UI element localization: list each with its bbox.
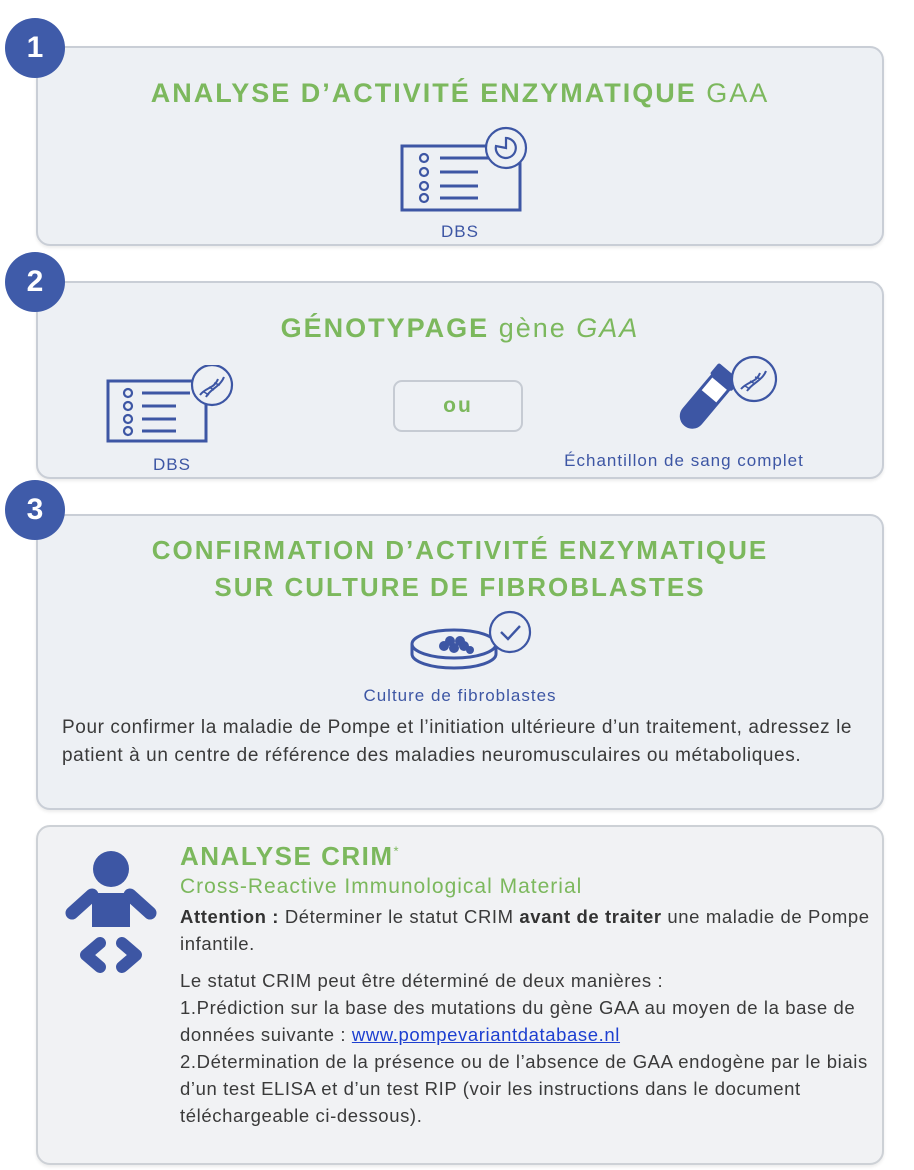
crim-subtitle: Cross-Reactive Immunological Material (180, 875, 583, 898)
step-3-note: Pour confirmer la maladie de Pompe et l’initiation ultérieure d’un traitement, adressez le patient à un centre de référence des maladies neuromusculaires ou métaboliques. (62, 717, 853, 766)
step-2-dbs-label: DBS (153, 455, 191, 474)
attention-label: Attention : (180, 906, 280, 927)
step-1-badge: 1 (5, 18, 65, 78)
crim-title: ANALYSE CRIM* (180, 841, 401, 871)
step-3-title-line2: SUR CULTURE DE FIBROBLASTES (214, 572, 706, 602)
attention-bold: avant de traiter (519, 906, 662, 927)
form-dna-icon (106, 365, 238, 447)
step-2-badge: 2 (5, 252, 65, 312)
crim-footnote-mark: * (393, 843, 401, 859)
methods-intro: Le statut CRIM peut être déterminé de deux manières : (180, 970, 664, 991)
step-3-panel (36, 514, 884, 810)
step-3-sample-label: Culture de fibroblastes (363, 686, 557, 705)
step-2-panel (36, 281, 884, 479)
form-pie-icon (400, 126, 532, 214)
crim-panel (36, 825, 884, 1165)
or-box: ou (393, 380, 523, 432)
pompe-database-link[interactable]: www.pompevariantdatabase.nl (351, 1024, 621, 1045)
step-2-title: GÉNOTYPAGE gène GAA (280, 313, 640, 343)
crim-methods (180, 967, 870, 1129)
step-1-sample-label: DBS (441, 222, 479, 241)
blood-tube-dna-icon (664, 355, 780, 439)
step-3-title-line1: CONFIRMATION D’ACTIVITÉ ENZYMATIQUE (151, 535, 769, 565)
step-2-title-gaa: GAA (576, 313, 640, 343)
baby-icon (62, 847, 160, 977)
step-1-title: ANALYSE D’ACTIVITÉ ENZYMATIQUE GAA (150, 78, 770, 108)
step-3-title (38, 532, 882, 606)
method-2: 2.Détermination de la présence ou de l’absence de GAA endogène par le biais d’un test ELISA et d’un test RIP (voir les instructions dans le document téléchargeable ci-dessous). (180, 1051, 868, 1126)
step-3-badge: 3 (5, 480, 65, 540)
petri-dish-check-icon (410, 610, 536, 672)
step-2-blood-label: Échantillon de sang complet (564, 451, 804, 470)
method-1: 1.Prédiction sur la base des mutations du gène GAA au moyen de la base de données suivante : www.pompevariantdatabase.nl (180, 997, 856, 1045)
crim-attention: Attention : Déterminer le statut CRIM avant de traiter une maladie de Pompe infantile. (180, 906, 870, 954)
step-1-title-suffix: GAA (706, 78, 770, 108)
step-2-title-gene: gène (498, 313, 567, 343)
step-1-panel (36, 46, 884, 246)
